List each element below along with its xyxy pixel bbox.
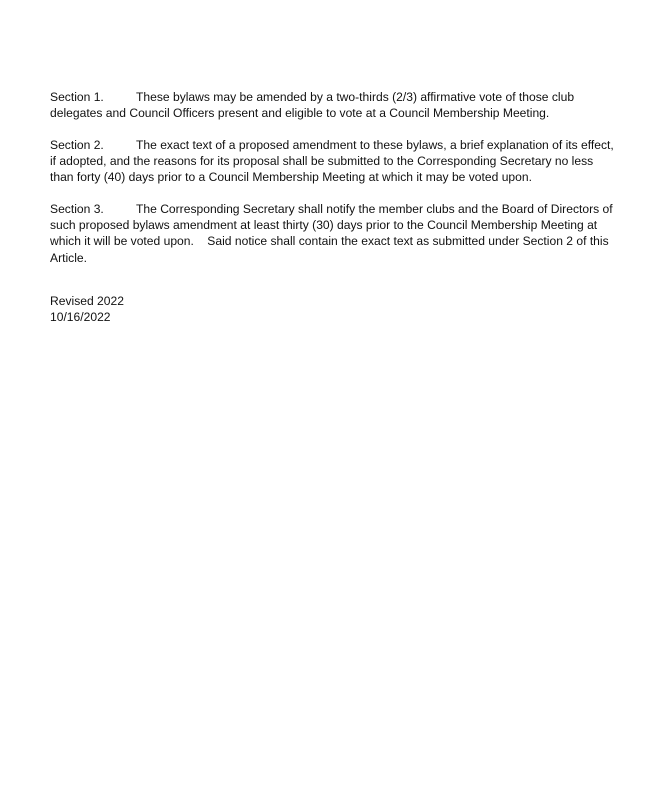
section-2-text: The exact text of a proposed amendment to these bylaws, a brief explanation of its effect, if adopted, and the reasons for its proposal shall be submitted to the Corresponding Secretary no less than forty (40) days prior to a Council Membership Meeting at which it may be voted upon. bbox=[50, 137, 614, 185]
section-3 bbox=[50, 201, 618, 266]
section-2 bbox=[50, 137, 618, 186]
section-1-label: Section 1. bbox=[50, 90, 104, 104]
revision-footer bbox=[50, 293, 618, 325]
section-3-label: Section 3. bbox=[50, 202, 104, 217]
section-3-text: The Corresponding Secretary shall notify the member clubs and the Board of Directors of such proposed bylaws amendment at least thirty (30) days prior to the Council Membership Meeting at which it will be voted upon. Said notice shall contain the exact text as submitted under Section 2 of this Article. bbox=[50, 202, 616, 265]
revised-year: Revised 2022 bbox=[50, 293, 124, 308]
section-1 bbox=[50, 89, 618, 121]
section-1-text: These bylaws may be amended by a two-thirds (2/3) affirmative vote of those club delegates and Council Officers present and eligible to vote at a Council Membership Meeting. bbox=[50, 90, 575, 121]
document-content bbox=[50, 89, 618, 325]
section-2-label: Section 2. bbox=[50, 137, 104, 152]
revision-date: 10/16/2022 bbox=[50, 310, 111, 325]
